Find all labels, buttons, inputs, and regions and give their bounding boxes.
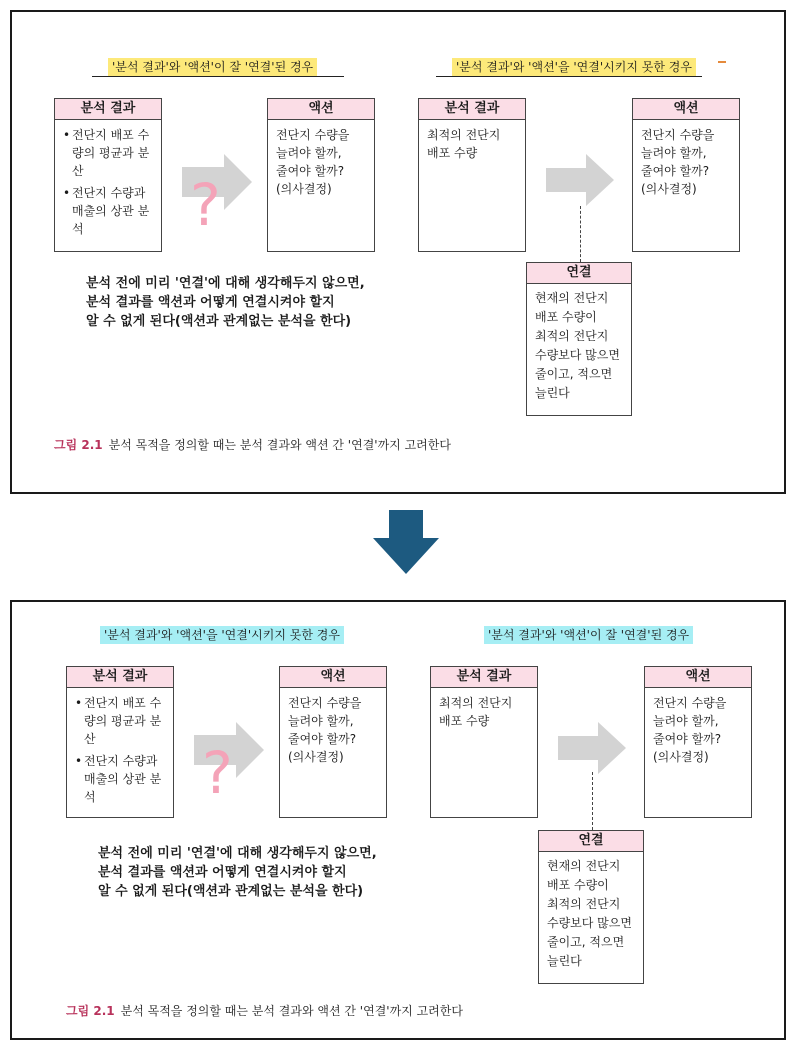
box-title: 액션 bbox=[280, 667, 386, 688]
top-question-mark: ? bbox=[190, 171, 221, 239]
text-line: 줄이고, 적으면 bbox=[547, 935, 625, 949]
bottom-right-result-box bbox=[430, 666, 538, 818]
top-dashed-connector bbox=[580, 206, 581, 262]
text-line: 늘린다 bbox=[535, 386, 570, 400]
text-line: 최적의 전단지 bbox=[535, 329, 609, 343]
text-line: (의사결정) bbox=[276, 182, 332, 196]
bottom-link-box bbox=[538, 830, 644, 984]
text-line: 수량보다 많으면 bbox=[535, 348, 620, 362]
text-line: 전단지 수량을 bbox=[641, 128, 715, 142]
top-left-result-box bbox=[54, 98, 162, 252]
text-line: 늘려야 할까, bbox=[276, 146, 342, 160]
text-line: 줄여야 할까? bbox=[276, 164, 345, 178]
top-right-header-mark bbox=[718, 61, 726, 63]
bullet-item: • 전단지 수량과 매출의 상관 분석 bbox=[63, 184, 153, 238]
text-line: 전단지 수량을 bbox=[288, 696, 362, 710]
text-line: 늘려야 할까, bbox=[288, 714, 354, 728]
box-title: 분석 결과 bbox=[55, 99, 161, 120]
bottom-left-header: '분석 결과'와 '액션'을 '연결'시키지 못한 경우 bbox=[100, 626, 344, 644]
description-line: 분석 전에 미리 '연결'에 대해 생각해두지 않으면, bbox=[86, 276, 365, 291]
box-title: 분석 결과 bbox=[67, 667, 173, 688]
description-line: 분석 결과를 액션과 어떻게 연결시켜야 할지 bbox=[86, 295, 335, 310]
top-description bbox=[86, 274, 365, 331]
top-right-header-underline bbox=[436, 76, 702, 77]
text-line: 늘려야 할까, bbox=[641, 146, 707, 160]
text-line: 줄여야 할까? bbox=[641, 164, 710, 178]
text-line: (의사결정) bbox=[641, 182, 697, 196]
text-line: (의사결정) bbox=[653, 750, 709, 764]
text-line: 전단지 수량을 bbox=[276, 128, 350, 142]
text-line: 줄여야 할까? bbox=[288, 732, 357, 746]
description-line: 알 수 없게 된다(액션과 관계없는 분석을 한다) bbox=[98, 884, 364, 899]
text-line: 현재의 전단지 bbox=[547, 859, 621, 873]
bottom-right-gray-arrow bbox=[558, 722, 626, 774]
bottom-right-action-box bbox=[644, 666, 752, 818]
text-line: 최적의 전단지 bbox=[427, 128, 501, 142]
top-caption bbox=[54, 436, 451, 453]
box-title: 분석 결과 bbox=[431, 667, 537, 688]
top-right-result-box bbox=[418, 98, 526, 252]
transition-down-arrow-icon bbox=[373, 510, 439, 576]
caption-text: 분석 목적을 정의할 때는 분석 결과와 액션 간 '연결'까지 고려한다 bbox=[120, 1004, 463, 1018]
top-right-action-box bbox=[632, 98, 740, 252]
description-line: 분석 결과를 액션과 어떻게 연결시켜야 할지 bbox=[98, 865, 347, 880]
top-panel bbox=[10, 10, 786, 494]
bottom-dashed-connector bbox=[592, 772, 593, 830]
text-line: 줄여야 할까? bbox=[653, 732, 722, 746]
bottom-right-header: '분석 결과'와 '액션'이 잘 '연결'된 경우 bbox=[484, 626, 693, 644]
box-title: 연결 bbox=[539, 831, 643, 852]
top-link-box bbox=[526, 262, 632, 416]
description-line: 알 수 없게 된다(액션과 관계없는 분석을 한다) bbox=[86, 314, 352, 329]
text-line: 현재의 전단지 bbox=[535, 291, 609, 305]
text-line: 줄이고, 적으면 bbox=[535, 367, 613, 381]
bottom-question-mark: ? bbox=[202, 739, 233, 807]
bullet-item: • 전단지 배포 수량의 평균과 분산 bbox=[63, 126, 153, 180]
bottom-description bbox=[98, 844, 377, 901]
box-title: 액션 bbox=[645, 667, 751, 688]
box-title: 연결 bbox=[527, 263, 631, 284]
top-left-header: '분석 결과'와 '액션'이 잘 '연결'된 경우 bbox=[108, 58, 317, 76]
text-line: 늘려야 할까, bbox=[653, 714, 719, 728]
bullet-item: • 전단지 배포 수량의 평균과 분산 bbox=[75, 694, 165, 748]
top-left-header-underline bbox=[92, 76, 344, 77]
text-line: 늘린다 bbox=[547, 954, 582, 968]
text-line: 배포 수량 bbox=[427, 146, 478, 160]
caption-text: 분석 목적을 정의할 때는 분석 결과와 액션 간 '연결'까지 고려한다 bbox=[108, 438, 451, 452]
text-line: 배포 수량이 bbox=[547, 878, 609, 892]
text-line: 최적의 전단지 bbox=[439, 696, 513, 710]
text-line: 배포 수량이 bbox=[535, 310, 597, 324]
top-left-action-box bbox=[267, 98, 375, 252]
description-line: 분석 전에 미리 '연결'에 대해 생각해두지 않으면, bbox=[98, 846, 377, 861]
bottom-caption bbox=[66, 1002, 463, 1019]
text-line: 전단지 수량을 bbox=[653, 696, 727, 710]
bottom-left-result-box bbox=[66, 666, 174, 818]
box-title: 액션 bbox=[268, 99, 374, 120]
bullet-item: • 전단지 수량과 매출의 상관 분석 bbox=[75, 752, 165, 806]
caption-label: 그림 2.1 bbox=[66, 1004, 115, 1018]
text-line: 수량보다 많으면 bbox=[547, 916, 632, 930]
box-title: 액션 bbox=[633, 99, 739, 120]
top-right-header: '분석 결과'와 '액션'을 '연결'시키지 못한 경우 bbox=[452, 58, 696, 76]
box-title: 분석 결과 bbox=[419, 99, 525, 120]
text-line: 배포 수량 bbox=[439, 714, 490, 728]
text-line: (의사결정) bbox=[288, 750, 344, 764]
bottom-left-action-box bbox=[279, 666, 387, 818]
text-line: 최적의 전단지 bbox=[547, 897, 621, 911]
caption-label: 그림 2.1 bbox=[54, 438, 103, 452]
top-right-gray-arrow bbox=[546, 154, 614, 206]
